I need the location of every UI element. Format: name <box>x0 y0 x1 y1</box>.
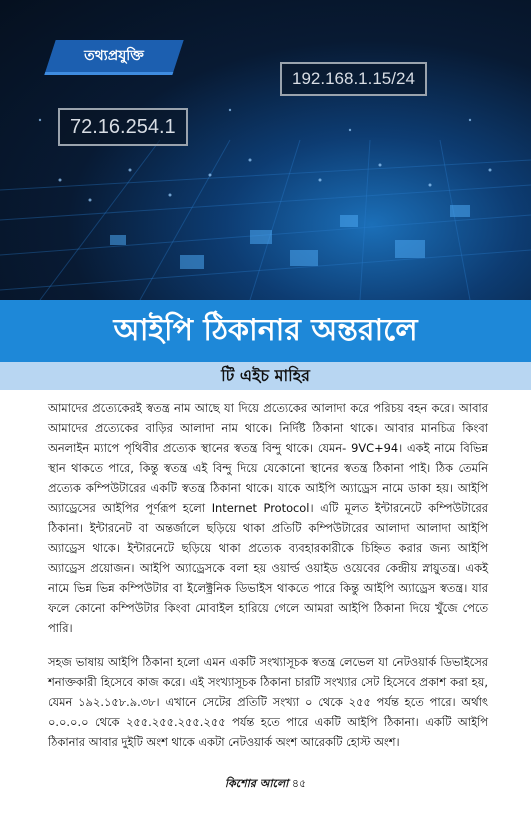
ip-label-2: 72.16.254.1 <box>58 108 188 146</box>
article-author: টি এইচ মাহির <box>221 366 310 385</box>
paragraph-2: সহজ ভাষায় আইপি ঠিকানা হলো এমন একটি সংখ্যাসূচক স্বতন্ত্র লেভেল যা নেটওয়ার্ক ডিভাইসের শনাক্তকারী হিসেবে কাজ করে। এই সংখ্যাসূচক ঠিকানা চারটি সংখ্যার সেট হিসেবে প্রকাশ করা হয়, যেমন ১৯২.১৫৮.৯.৩৮। এখানে সেটের প্রতিটি সংখ্যা ০ থেকে ২৫৫ পর্যন্ত হতে পারে। অর্থাৎ ০.০.০.০ থেকে ২৫৫.২৫৫.২৫৫.২৫৫ পর্যন্ত হতে পারে একটি আইপি ঠিকানা। একটি আইপি ঠিকানার আবার দুইটি অংশ থাকে একটা নেটওয়ার্ক অংশ আরেকটি হোস্ট অংশ। <box>48 655 488 749</box>
article-title: আইপি ঠিকানার অন্তরালে <box>113 313 418 348</box>
page-footer <box>0 775 531 794</box>
page-number: ৪৫ <box>291 777 307 790</box>
paragraph-1: আমাদের প্রত্যেকেরই স্বতন্ত্র নাম আছে যা দিয়ে প্রত্যেকের আলাদা করে পরিচয় বহন করে। আবার আমাদের প্রত্যেকের বাড়ির আলাদা নাম থাকে। নির্দিষ্ট ঠিকানা থাকে। আবার মানচিত্র কিংবা অনলাইন ম্যাপে পৃথিবীর প্রত্যেক স্থানের স্বতন্ত্র বিন্দু থাকে। যেমন- 9VC+94। একই নামে বিভিন্ন স্থান থাকতে পারে, কিন্তু স্বতন্ত্র এই বিন্দু দিয়ে যেকোনো স্থানের স্বতন্ত্র ঠিকানা পাই। ঠিক তেমনি প্রত্যেক কম্পিউটারের একটি স্বতন্ত্র ঠিকানা থাকে। যাকে আইপি অ্যাড্রেস নামে ডাকা হয়। আইপি অ্যাড্রেসের আইপির পূর্ণরূপ হলো Internet Protocol। এটি মূলত ইন্টারনেটে কম্পিউটারের ঠিকানা। ইন্টারনেট বা অন্তর্জালে ছড়িয়ে থাকা প্রতিটি কম্পিউটারের আলাদা আলাদা আইপি অ্যাড্রেস থাকে। ইন্টারনেটে ছড়িয়ে থাকা প্রত্যেক ব্যবহারকারীকে চিহ্নিত করার জন্য আইপি অ্যাড্রেস প্রয়োজন। আইপি অ্যাড্রেসকে বলা হয় ওয়ার্ল্ড ওয়াইড ওয়েবের কেন্দ্রীয় স্নায়ুতন্ত্র। একই নামে ভিন্ন ভিন্ন কম্পিউটার বা ইলেক্ট্রনিক ডিভাইস থাকতে পারে কিন্তু আইপি অ্যাড্রেস স্বতন্ত্র। যার ফলে কোনো কম্পিউটার কিংবা মোবাইল হারিয়ে গেলে আমরা আইপি ঠিকানা দিয়ে খুঁজে পেতে পারি। <box>48 401 488 635</box>
hero-image <box>0 0 531 300</box>
ip-label-1: 192.168.1.15/24 <box>280 62 427 96</box>
category-tag: তথ্যপ্রযুক্তি <box>84 48 144 64</box>
magazine-brand: কিশোর আলো <box>224 777 289 790</box>
article-body <box>48 398 488 766</box>
